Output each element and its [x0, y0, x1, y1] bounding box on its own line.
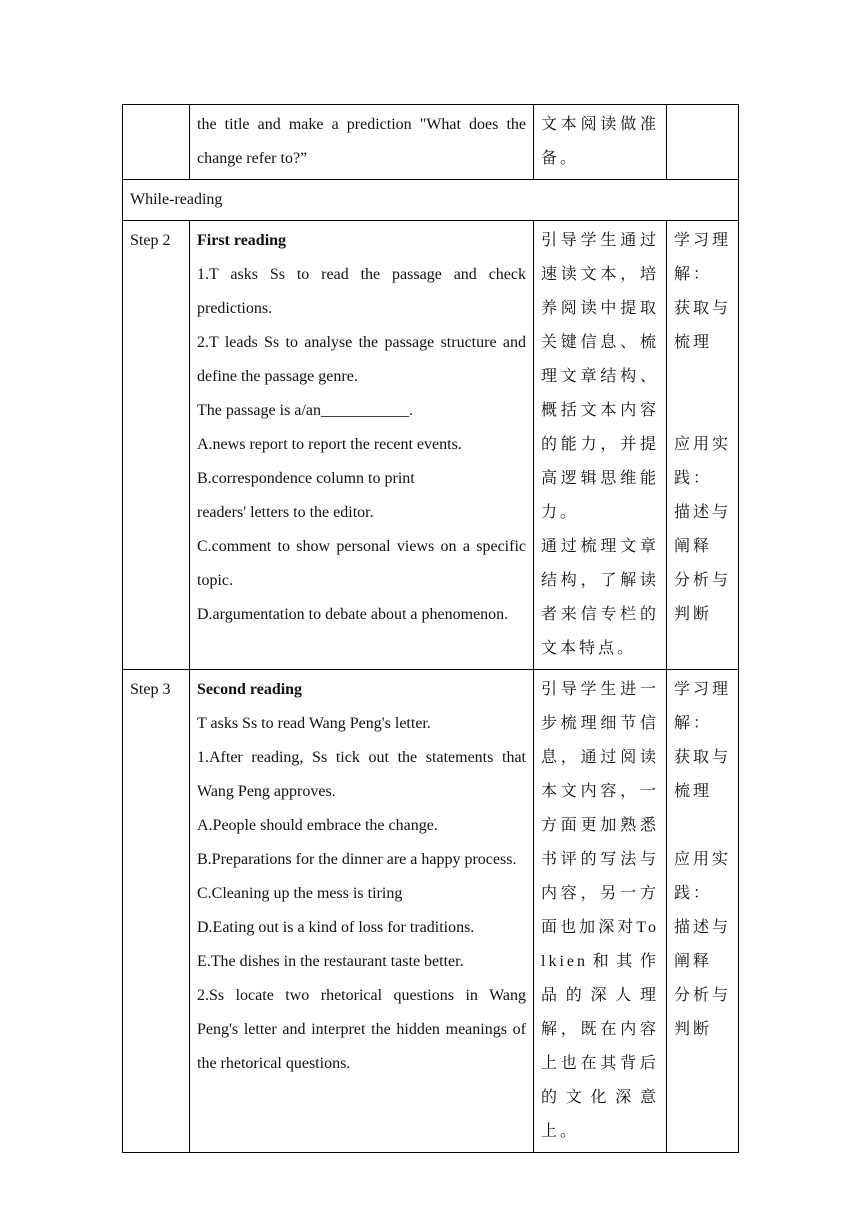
activity-line: B.correspondence column to print — [197, 470, 415, 487]
table-row — [123, 221, 739, 670]
activity-line: C.comment to show personal views on a specific topic. — [197, 538, 526, 589]
activity-heading: First reading — [197, 232, 287, 249]
ability-cell — [667, 221, 739, 670]
table-row — [123, 670, 739, 1153]
activity-heading: Second reading — [197, 681, 303, 698]
activity-line: A.news report to report the recent events. — [197, 436, 462, 453]
ability-text: 应用实践： — [674, 436, 732, 487]
purpose-text: 引导学生进一步梳理细节信息，通过阅读本文内容，一方面更加熟悉书评的写法与内容，另一方面也加深对Tolkien和其作品的深人理解，既在内容上也在其背后的文化深意上。 — [541, 681, 659, 1140]
purpose-cell — [534, 670, 667, 1153]
step-label: Step 2 — [130, 232, 171, 249]
activity-line: 2.T leads Ss to analyse the passage structure and define the passage genre. — [197, 334, 526, 385]
step-cell — [123, 670, 190, 1153]
activity-line: readers' letters to the editor. — [197, 504, 374, 521]
activity-line: E.The dishes in the restaurant taste better. — [197, 953, 464, 970]
ability-cell-empty — [667, 105, 739, 180]
step-label: Step 3 — [130, 681, 171, 698]
activity-line: D.argumentation to debate about a phenomenon. — [197, 606, 509, 623]
activity-line: 1.T asks Ss to read the passage and check predictions. — [197, 266, 526, 317]
activity-line: A.People should embrace the change. — [197, 817, 438, 834]
activity-text: the title and make a prediction "What does the change refer to?” — [197, 116, 526, 167]
purpose-text: 引导学生通过速读文本，培养阅读中提取关键信息、梳理文章结构、概括文本内容的能力，并提高逻辑思维能力。 — [541, 232, 659, 521]
purpose-text: 文本阅读做准备。 — [541, 116, 659, 167]
activity-line: The passage is a/an___________. — [197, 402, 413, 419]
activity-cell — [190, 221, 534, 670]
activity-line: T asks Ss to read Wang Peng's letter. — [197, 715, 431, 732]
ability-text: 获取与梳理 — [674, 749, 732, 800]
ability-text: 获取与梳理 — [674, 300, 732, 351]
ability-text: 分析与判断 — [674, 987, 732, 1038]
purpose-text: 通过梳理文章结构，了解读者来信专栏的文本特点。 — [541, 538, 659, 657]
ability-text: 学习理解： — [674, 232, 732, 283]
ability-cell — [667, 670, 739, 1153]
step-cell — [123, 221, 190, 670]
activity-line: D.Eating out is a kind of loss for traditions. — [197, 919, 475, 936]
section-header-while-reading — [123, 180, 739, 221]
table-row — [123, 180, 739, 221]
ability-text: 学习理解： — [674, 681, 732, 732]
ability-text: 描述与阐释 — [674, 919, 732, 970]
table-row — [123, 105, 739, 180]
ability-text: 应用实践： — [674, 851, 732, 902]
purpose-cell — [534, 221, 667, 670]
section-label: While-reading — [130, 191, 223, 208]
lesson-plan-table — [122, 104, 739, 1153]
purpose-cell — [534, 105, 667, 180]
activity-cell — [190, 670, 534, 1153]
step-cell-empty — [123, 105, 190, 180]
activity-line: C.Cleaning up the mess is tiring — [197, 885, 403, 902]
ability-text: 描述与阐释 — [674, 504, 732, 555]
activity-line: B.Preparations for the dinner are a happy process. — [197, 851, 517, 868]
ability-text: 分析与判断 — [674, 572, 732, 623]
activity-line: 1.After reading, Ss tick out the statements that Wang Peng approves. — [197, 749, 526, 800]
activity-line: 2.Ss locate two rhetorical questions in Wang Peng's letter and interpret the hidden meanings of the rhetorical questions. — [197, 987, 526, 1072]
activity-cell — [190, 105, 534, 180]
